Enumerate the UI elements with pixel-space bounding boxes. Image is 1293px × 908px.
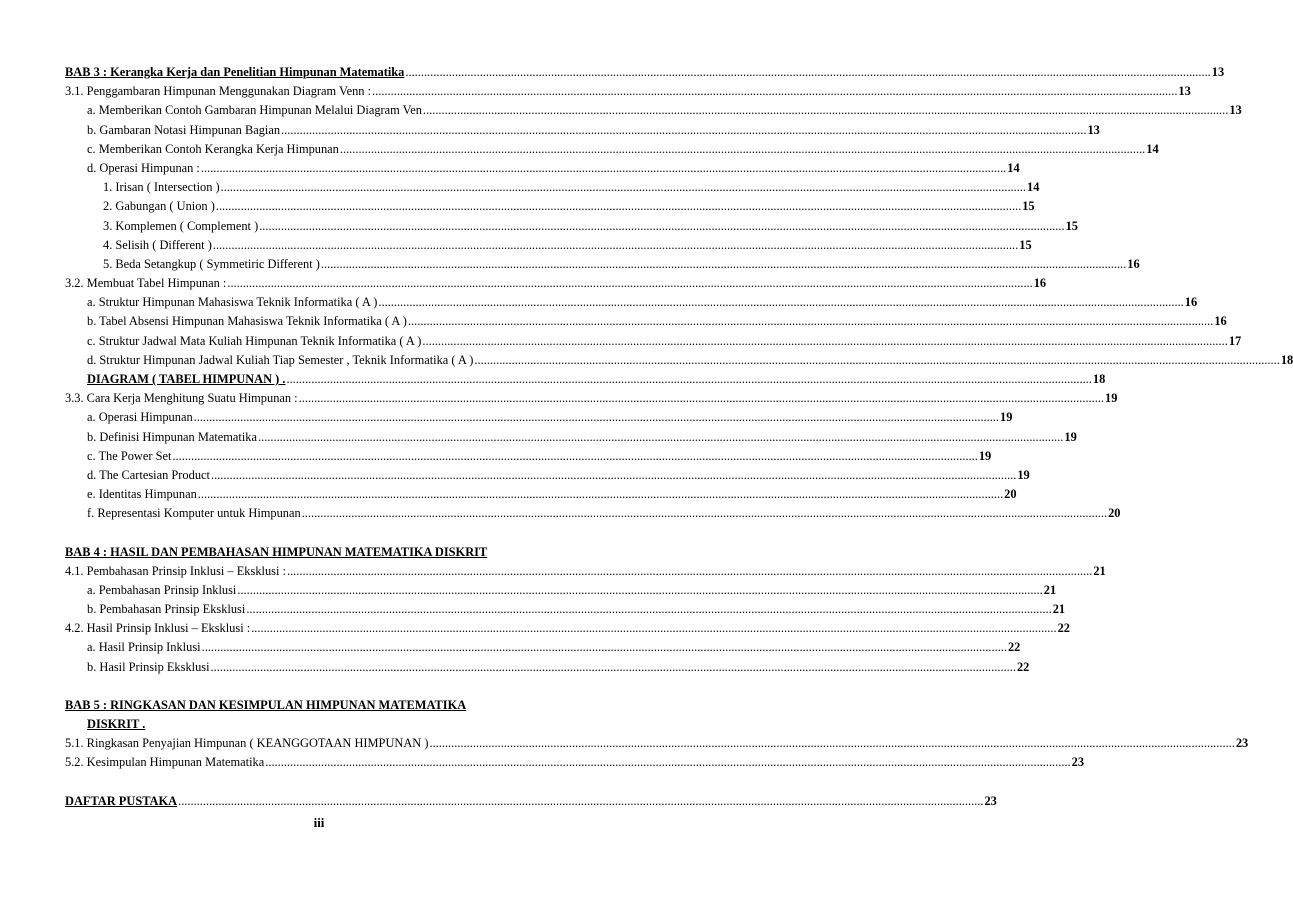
toc-entry-page: 14 xyxy=(1027,180,1040,195)
toc-leader-dots: .................................................................................................................................................................................................................................................................... xyxy=(320,256,1127,271)
section-gap xyxy=(65,773,575,792)
toc-leader-dots: .................................................................................................................................................................................................................................................................... xyxy=(237,582,1043,597)
toc-leader-dots: .................................................................................................................................................................................................................................................................... xyxy=(372,84,1178,99)
toc-entry-page: 18 xyxy=(1092,372,1106,386)
toc-entry-title: b. Definisi Himpunan Matematika xyxy=(87,429,257,444)
toc-entry-title: 4.1. Pembahasan Prinsip Inklusi – Eksklusi : xyxy=(65,563,286,578)
toc-entry-title: 2. Gabungan ( Union ) xyxy=(103,199,215,214)
toc-entry xyxy=(65,638,1021,657)
toc-entry-page: 13 xyxy=(1178,84,1191,99)
toc-entry xyxy=(65,217,1078,236)
toc-entry xyxy=(65,101,1242,120)
toc-entry xyxy=(65,658,1030,677)
toc-entry xyxy=(65,562,1106,581)
toc-leader-dots: .................................................................................................................................................................................................................................................................... xyxy=(265,755,1071,770)
toc-entry-title: b. Hasil Prinsip Eksklusi xyxy=(87,659,210,674)
toc-entry-page: 19 xyxy=(1017,467,1030,482)
toc-entry-title: 3.2. Membuat Tabel Himpunan : xyxy=(65,276,227,291)
toc-entry-title: 4. Selisih ( Different ) xyxy=(103,237,212,252)
toc-leader-dots: .................................................................................................................................................................................................................................................................... xyxy=(227,276,1033,291)
toc-entry xyxy=(65,715,575,734)
toc-entry-page: 19 xyxy=(1000,410,1013,425)
toc-entry xyxy=(65,197,1035,216)
toc-entry-title: 5.1. Ringkasan Penyajian Himpunan ( KEANGGOTAAN HIMPUNAN ) xyxy=(65,736,429,751)
toc-leader-dots: .................................................................................................................................................................................................................................................................... xyxy=(210,659,1016,674)
toc-entry-page: 21 xyxy=(1043,582,1057,597)
toc-entry-title: BAB 3 : Kerangka Kerja dan Penelitian Himpunan Matematika xyxy=(65,65,405,79)
toc-entry-page: 20 xyxy=(1004,487,1017,502)
toc-leader-dots: .................................................................................................................................................................................................................................................................... xyxy=(429,736,1235,751)
toc-leader-dots: .................................................................................................................................................................................................................................................................... xyxy=(405,65,1211,79)
toc-entry-page: 15 xyxy=(1065,218,1078,233)
toc-leader-dots: .................................................................................................................................................................................................................................................................... xyxy=(286,563,1093,578)
toc-entry-page: 19 xyxy=(1064,429,1077,444)
toc-leader-dots: .................................................................................................................................................................................................................................................................... xyxy=(215,199,1022,214)
toc-entry-title: 3. Komplemen ( Complement ) xyxy=(103,218,259,233)
toc-leader-dots: .................................................................................................................................................................................................................................................................... xyxy=(286,372,1092,386)
toc-entry xyxy=(65,159,1020,178)
toc-leader-dots: .................................................................................................................................................................................................................................................................... xyxy=(474,352,1280,367)
page-number: iii xyxy=(313,815,325,830)
toc-entry-page: 20 xyxy=(1108,506,1121,521)
toc-leader-dots: .................................................................................................................................................................................................................................................................... xyxy=(201,640,1007,655)
toc-leader-dots: .................................................................................................................................................................................................................................................................... xyxy=(193,410,1000,425)
toc-entry-page: 18 xyxy=(1280,352,1293,367)
toc-entry xyxy=(65,600,1066,619)
toc-leader-dots: .................................................................................................................................................................................................................................................................... xyxy=(178,793,984,808)
toc-leader-dots: .................................................................................................................................................................................................................................................................... xyxy=(422,103,1229,118)
toc-entry xyxy=(65,293,1198,312)
toc-entry xyxy=(65,581,1057,600)
toc-entry-page: 16 xyxy=(1127,256,1140,271)
toc-leader-dots: .................................................................................................................................................................................................................................................................... xyxy=(251,621,1057,636)
toc-entry-title: BAB 4 : HASIL DAN PEMBAHASAN HIMPUNAN MATEMATIKA DISKRIT xyxy=(65,544,488,559)
toc-entry-page: 23 xyxy=(1235,736,1249,751)
toc-entry xyxy=(65,236,1032,255)
toc-entry-page: 22 xyxy=(1057,621,1070,636)
toc-entry xyxy=(65,370,1106,389)
toc-entry-title: 3.3. Cara Kerja Menghitung Suatu Himpunan : xyxy=(65,391,298,406)
toc-entry-title: e. Identitas Himpunan xyxy=(87,487,197,502)
toc-leader-dots: .................................................................................................................................................................................................................................................................... xyxy=(301,506,1108,521)
toc-entry xyxy=(65,734,1249,753)
toc-entry-title: f. Representasi Komputer untuk Himpunan xyxy=(87,506,301,521)
toc-entry-page: 13 xyxy=(1211,65,1225,79)
toc-entry-page: 21 xyxy=(1093,563,1106,578)
toc-entry xyxy=(65,504,1121,523)
toc-leader-dots: .................................................................................................................................................................................................................................................................... xyxy=(259,218,1065,233)
toc-entry xyxy=(65,121,1100,140)
toc-entry xyxy=(65,312,1227,331)
toc-entry-title: a. Pembahasan Prinsip Inklusi xyxy=(87,582,237,597)
toc-entry-page: 22 xyxy=(1007,640,1021,655)
toc-entry-page: 17 xyxy=(1228,333,1242,348)
toc-entry-page: 13 xyxy=(1087,122,1100,137)
toc-entry-page: 15 xyxy=(1019,237,1032,252)
toc-entry xyxy=(65,792,997,811)
toc-leader-dots: .................................................................................................................................................................................................................................................................... xyxy=(298,391,1105,406)
toc-entry-title: DISKRIT . xyxy=(87,717,146,731)
toc-entry-title: 1. Irisan ( Intersection ) xyxy=(103,180,220,195)
toc-entry xyxy=(65,408,1013,427)
toc-entry-title: b. Tabel Absensi Himpunan Mahasiswa Teknik Informatika ( A ) xyxy=(87,314,407,329)
toc-leader-dots: .................................................................................................................................................................................................................................................................... xyxy=(281,122,1087,137)
section-gap xyxy=(65,524,575,543)
toc-entry-title: b. Gambaran Notasi Himpunan Bagian xyxy=(87,122,281,137)
toc-entry-title: 5. Beda Setangkup ( Symmetiric Different ) xyxy=(103,256,320,271)
toc-entry xyxy=(65,82,1191,101)
toc-entry-title: 4.2. Hasil Prinsip Inklusi – Eksklusi : xyxy=(65,621,251,636)
toc-entry-page: 22 xyxy=(1016,659,1030,674)
toc-entry-page: 14 xyxy=(1007,160,1020,175)
toc-entry-title: a. Struktur Himpunan Mahasiswa Teknik Informatika ( A ) xyxy=(87,295,378,310)
table-of-contents xyxy=(65,63,1293,811)
toc-entry-page: 19 xyxy=(978,448,992,463)
toc-entry-title: a. Memberikan Contoh Gambaran Himpunan Melalui Diagram Ven xyxy=(87,103,422,118)
toc-leader-dots: .................................................................................................................................................................................................................................................................... xyxy=(422,333,1228,348)
toc-entry-page: 14 xyxy=(1146,141,1159,156)
toc-entry-page: 21 xyxy=(1052,602,1066,617)
toc-entry-page: 16 xyxy=(1214,314,1227,329)
toc-entry xyxy=(65,485,1017,504)
toc-entry-page: 15 xyxy=(1022,199,1035,214)
toc-entry-title: d. Operasi Himpunan : xyxy=(87,160,200,175)
toc-entry xyxy=(65,274,1047,293)
toc-entry-title: BAB 5 : RINGKASAN DAN KESIMPULAN HIMPUNAN MATEMATIKA xyxy=(65,697,467,712)
toc-entry-page: 23 xyxy=(984,793,997,808)
toc-entry xyxy=(65,255,1140,274)
toc-entry xyxy=(65,332,1242,351)
section-gap xyxy=(65,677,575,696)
toc-entry xyxy=(65,466,1030,485)
toc-leader-dots: .................................................................................................................................................................................................................................................................... xyxy=(212,237,1019,252)
toc-entry-title: d. The Cartesian Product xyxy=(87,467,210,482)
toc-entry-page: 23 xyxy=(1071,755,1085,770)
toc-entry-title: c. Struktur Jadwal Mata Kuliah Himpunan Teknik Informatika ( A ) xyxy=(87,333,422,348)
toc-entry-title: c. Memberikan Contoh Kerangka Kerja Himpunan xyxy=(87,141,339,156)
toc-leader-dots: .................................................................................................................................................................................................................................................................... xyxy=(258,429,1064,444)
toc-entry-page: 13 xyxy=(1229,103,1242,118)
toc-leader-dots: .................................................................................................................................................................................................................................................................... xyxy=(407,314,1214,329)
toc-entry-title: b. Pembahasan Prinsip Eksklusi xyxy=(87,602,246,617)
toc-entry-title: d. Struktur Himpunan Jadwal Kuliah Tiap Semester , Teknik Informatika ( A ) xyxy=(87,352,474,367)
toc-leader-dots: .................................................................................................................................................................................................................................................................... xyxy=(339,141,1146,156)
toc-leader-dots: .................................................................................................................................................................................................................................................................... xyxy=(197,487,1004,502)
toc-entry-title: a. Hasil Prinsip Inklusi xyxy=(87,640,201,655)
toc-entry-title: c. The Power Set xyxy=(87,448,172,463)
toc-entry xyxy=(65,351,1293,370)
toc-entry-page: 19 xyxy=(1105,391,1118,406)
toc-entry xyxy=(65,178,1040,197)
toc-entry xyxy=(65,140,1159,159)
toc-entry-title: DIAGRAM ( TABEL HIMPUNAN ) . xyxy=(87,372,286,386)
toc-entry xyxy=(65,428,1077,447)
toc-leader-dots: .................................................................................................................................................................................................................................................................... xyxy=(200,160,1007,175)
toc-entry-title: a. Operasi Himpunan xyxy=(87,410,193,425)
toc-entry-title: 3.1. Penggambaran Himpunan Menggunakan Diagram Venn : xyxy=(65,84,372,99)
toc-entry xyxy=(65,63,1225,82)
toc-leader-dots: .................................................................................................................................................................................................................................................................... xyxy=(378,295,1184,310)
toc-leader-dots: .................................................................................................................................................................................................................................................................... xyxy=(220,180,1027,195)
toc-entry xyxy=(65,543,575,562)
toc-entry xyxy=(65,753,1085,772)
toc-entry xyxy=(65,389,1118,408)
toc-entry-page: 16 xyxy=(1184,295,1198,310)
toc-entry xyxy=(65,447,992,466)
toc-entry xyxy=(65,619,1070,638)
toc-entry-title: 5.2. Kesimpulan Himpunan Matematika xyxy=(65,755,265,770)
toc-leader-dots: .................................................................................................................................................................................................................................................................... xyxy=(172,448,978,463)
toc-entry xyxy=(65,696,575,715)
toc-leader-dots: .................................................................................................................................................................................................................................................................... xyxy=(246,602,1052,617)
toc-leader-dots: .................................................................................................................................................................................................................................................................... xyxy=(210,467,1017,482)
toc-entry-page: 16 xyxy=(1033,276,1047,291)
toc-entry-title: DAFTAR PUSTAKA xyxy=(65,793,178,808)
